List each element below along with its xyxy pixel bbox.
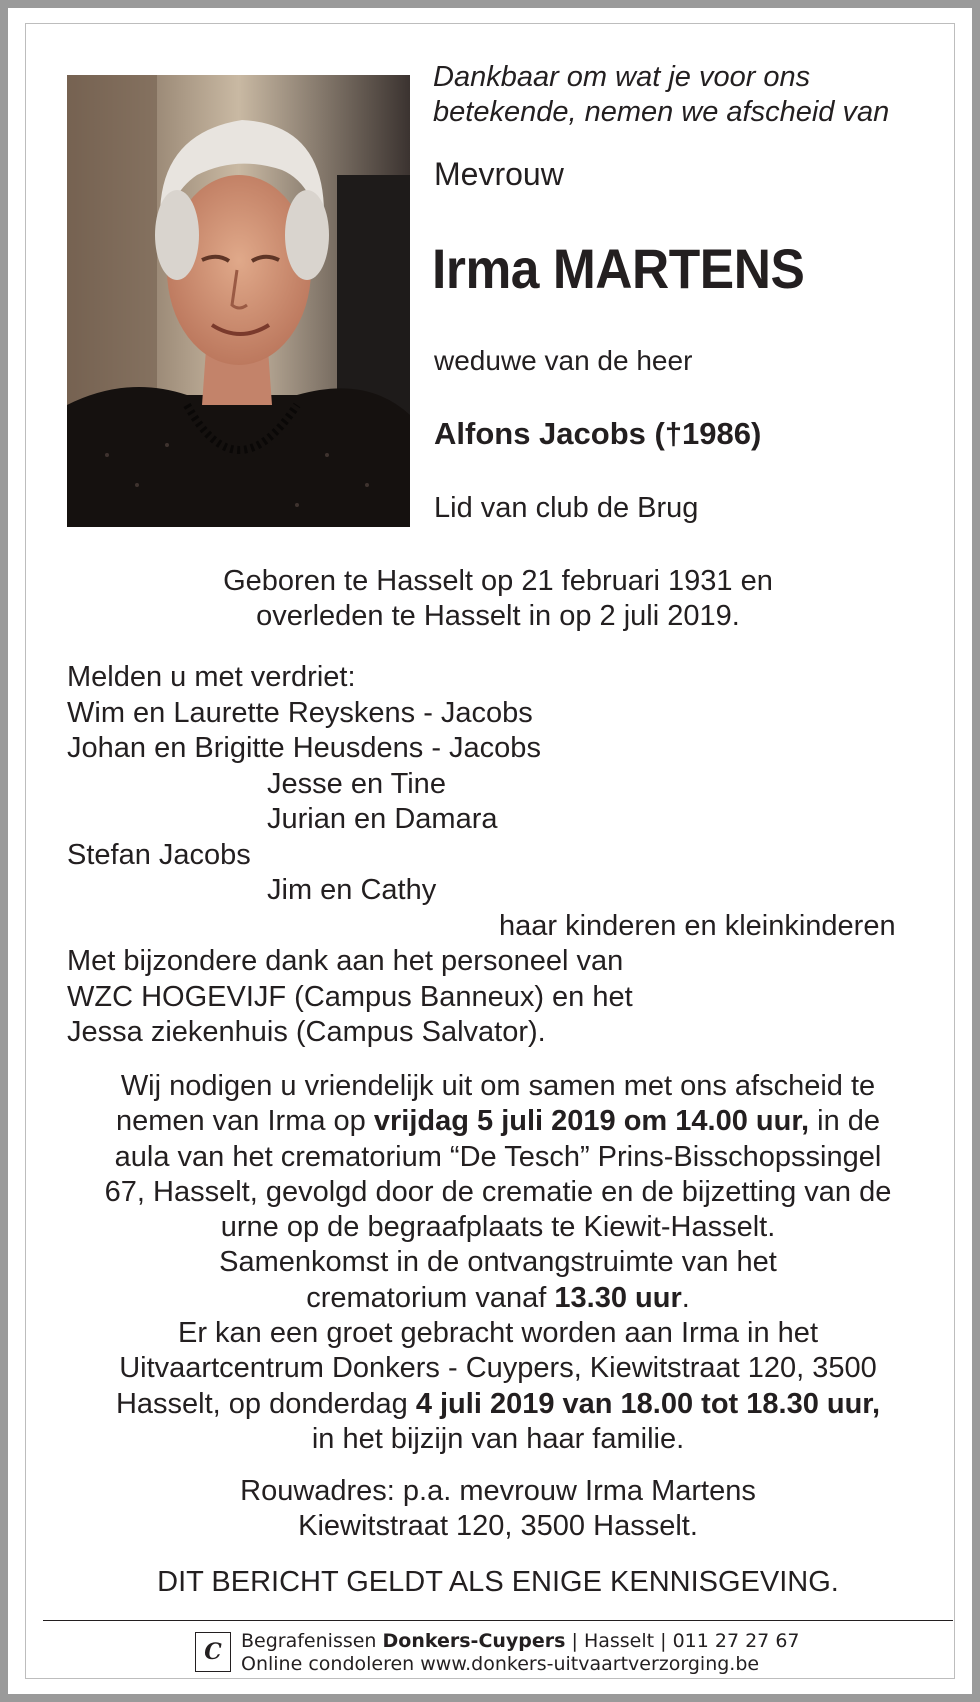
invite-text: in de	[809, 1105, 881, 1138]
mourner-line: Wim en Laurette Reyskens - Jacobs	[67, 696, 533, 729]
footer-text	[241, 1630, 800, 1676]
intro-text	[433, 60, 889, 130]
invite-line	[8, 1387, 980, 1422]
official-notice: DIT BERICHT GELDT ALS ENIGE KENNISGEVING.	[157, 1566, 839, 1598]
portrait-illustration	[67, 75, 410, 527]
gathering-time: 13.30 uur	[554, 1281, 682, 1314]
funeral-home-logo-icon: C	[195, 1632, 231, 1672]
footer-company-line	[241, 1630, 800, 1653]
footer-prefix: Begrafenissen	[241, 1630, 383, 1652]
invite-line: in het bijzijn van haar familie.	[311, 1422, 685, 1455]
mourners-heading: Melden u met verdriet:	[67, 661, 356, 693]
service-datetime: vrijdag 5 juli 2019 om 14.00 uur,	[373, 1105, 810, 1138]
intro-line-1: Dankbaar om wat je voor ons	[433, 61, 811, 93]
mourner-line: Stefan Jacobs	[67, 838, 251, 871]
visitation-datetime: 4 juli 2019 van 18.00 tot 18.30 uur,	[415, 1387, 881, 1420]
invite-text: .	[681, 1281, 690, 1314]
mourner-line: haar kinderen en kleinkinderen	[499, 909, 896, 942]
footer-company: Donkers-Cuypers	[382, 1630, 566, 1652]
mourner-line: Jurian en Damara	[267, 803, 498, 835]
invite-line: urne op de begraafplaats te Kiewit-Hasselt.	[220, 1211, 776, 1244]
intro-line-2: betekende, nemen we afscheid van	[433, 96, 890, 128]
mourners-list	[67, 660, 896, 1051]
address-line-1: Rouwadres: p.a. mevrouw Irma Martens	[240, 1475, 756, 1507]
spouse-intro: weduwe van de heer	[434, 345, 693, 376]
invite-line	[8, 1281, 980, 1316]
invite-line: Wij nodigen u vriendelijk uit om samen met ons afscheid te	[120, 1070, 876, 1102]
invite-text: nemen van Irma op	[115, 1105, 374, 1138]
invite-line	[8, 1104, 980, 1139]
footer-divider	[43, 1620, 953, 1621]
deceased-name: Irma MARTENS	[432, 237, 805, 300]
thanks-line: WZC HOGEVIJF (Campus Banneux) en het	[67, 980, 633, 1013]
thanks-line: Met bijzondere dank aan het personeel van	[67, 945, 624, 977]
obituary-card	[8, 8, 972, 1694]
invite-line: Samenkomst in de ontvangstruimte van het	[219, 1246, 777, 1279]
mourner-line: Johan en Brigitte Heusdens - Jacobs	[67, 732, 541, 764]
spouse-name: Alfons Jacobs (†1986)	[434, 416, 762, 451]
born-line-1: Geboren te Hasselt op 21 februari 1931 en	[223, 565, 773, 597]
invite-line: aula van het crematorium “De Tesch” Prins-Bisschopssingel	[114, 1140, 882, 1173]
honorific: Mevrouw	[434, 156, 564, 192]
mourner-line: Jesse en Tine	[267, 767, 446, 800]
portrait-photo	[67, 75, 410, 527]
thanks-line: Jessa ziekenhuis (Campus Salvator).	[67, 1016, 546, 1048]
address-line-2: Kiewitstraat 120, 3500 Hasselt.	[298, 1510, 698, 1542]
mourning-address	[8, 1474, 980, 1544]
invite-text: Hasselt, op donderdag	[115, 1387, 416, 1420]
born-line-2: overleden te Hasselt in op 2 juli 2019.	[256, 600, 740, 632]
invite-line: Er kan een groet gebracht worden aan Irma in het	[178, 1317, 818, 1350]
invite-line: Uitvaartcentrum Donkers - Cuypers, Kiewitstraat 120, 3500	[119, 1352, 877, 1385]
funeral-invitation	[8, 1069, 980, 1457]
mourner-line: Jim en Cathy	[267, 874, 437, 906]
footer-online-condolence-link[interactable]: Online condoleren www.donkers-uitvaartverzorging.be	[241, 1653, 760, 1675]
invite-text: crematorium vanaf	[306, 1281, 555, 1314]
birth-death-info	[8, 564, 980, 634]
invite-line: 67, Hasselt, gevolgd door de crematie en de bijzetting van de	[104, 1175, 892, 1208]
club-membership: Lid van club de Brug	[434, 492, 699, 524]
footer-contact: | Hasselt | 011 27 27 67	[565, 1630, 800, 1652]
